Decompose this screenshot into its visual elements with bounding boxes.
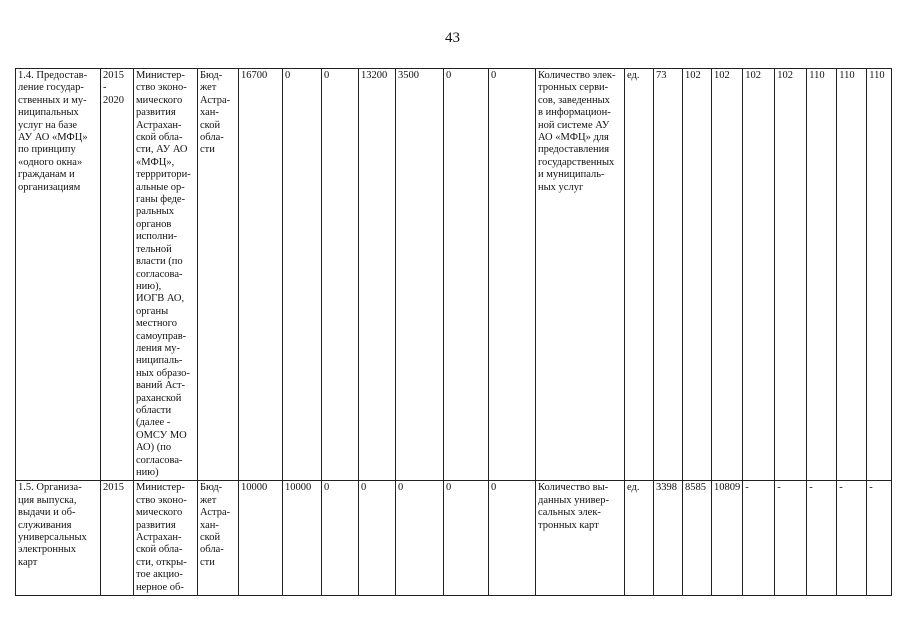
finance-total-cell: 16700 [239, 69, 283, 481]
period-cell: 2015 - 2020 [101, 69, 134, 481]
executor-cell: Министер- ство эконо- мического развития Астрахан- ской обла- сти, откры- тое акцио- нерное об- [134, 481, 198, 596]
indicator-value-cell: 102 [683, 69, 712, 481]
indicator-value-cell: 3398 [654, 481, 683, 596]
program-table [15, 68, 892, 596]
indicator-value-cell: 102 [775, 69, 807, 481]
indicator-cell: Количество вы- данных универ- сальных элек- тронных карт [536, 481, 625, 596]
funding-source-cell: Бюд- жет Астра- хан- ской обла- сти [198, 69, 239, 481]
finance-cell: 0 [444, 481, 489, 596]
finance-cell: 0 [489, 481, 536, 596]
unit-cell: ед. [625, 69, 654, 481]
unit-cell: ед. [625, 481, 654, 596]
indicator-value-cell: - [775, 481, 807, 596]
indicator-value-cell: 8585 [683, 481, 712, 596]
indicator-value-cell: - [807, 481, 837, 596]
indicator-value-cell: - [743, 481, 775, 596]
indicator-value-cell: 110 [807, 69, 837, 481]
executor-cell: Министер- ство эконо- мического развития Астрахан- ской обла- сти, АУ АО «МФЦ», террритори- альные ор- ганы феде- ральных органов исполни- тельной власти (по согласова- нию), ИОГВ АО, органы местного самоуправ- ления му- ниципаль- ных образо- ваний Аст- раханской области (далее - ОМСУ МО АО) (по согласова- нию) [134, 69, 198, 481]
finance-cell: 0 [283, 69, 322, 481]
period-cell: 2015 [101, 481, 134, 596]
finance-cell: 10000 [283, 481, 322, 596]
measure-name-cell: 1.5. Организа- ция выпуска, выдачи и об- служивания универсальных электронных карт [16, 481, 101, 596]
finance-cell: 0 [444, 69, 489, 481]
measure-name-cell: 1.4. Предостав- ление государ- ственных и му- ниципальных услуг на базе АУ АО «МФЦ» по принципу «одного окна» гражданам и организациям [16, 69, 101, 481]
finance-total-cell: 10000 [239, 481, 283, 596]
funding-source-cell: Бюд- жет Астра- хан- ской обла- сти [198, 481, 239, 596]
finance-cell: 3500 [396, 69, 444, 481]
finance-cell: 0 [396, 481, 444, 596]
page-number: 43 [445, 30, 460, 46]
table-row [16, 481, 892, 596]
finance-cell: 0 [322, 481, 359, 596]
indicator-value-cell: 73 [654, 69, 683, 481]
indicator-value-cell: 102 [712, 69, 743, 481]
finance-cell: 0 [322, 69, 359, 481]
indicator-value-cell: 110 [867, 69, 892, 481]
table-row [16, 69, 892, 481]
finance-cell: 0 [489, 69, 536, 481]
indicator-cell: Количество элек- тронных серви- сов, заведенных в информацион- ной системе АУ АО «МФЦ» для предоставления государственных и муниципаль- ных услуг [536, 69, 625, 481]
finance-cell: 13200 [359, 69, 396, 481]
indicator-value-cell: 102 [743, 69, 775, 481]
indicator-value-cell: - [867, 481, 892, 596]
indicator-value-cell: - [837, 481, 867, 596]
finance-cell: 0 [359, 481, 396, 596]
indicator-value-cell: 10809 [712, 481, 743, 596]
indicator-value-cell: 110 [837, 69, 867, 481]
